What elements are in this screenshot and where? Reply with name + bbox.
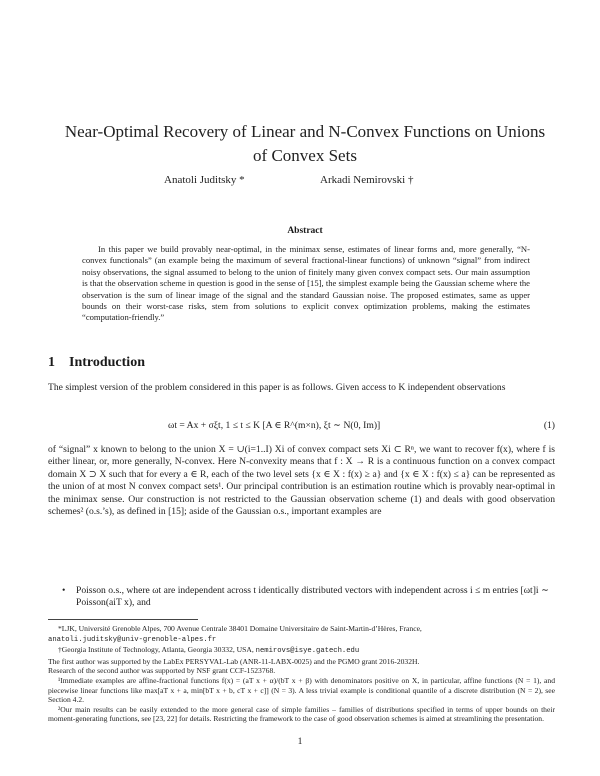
bullet-text: Poisson o.s., where ωt are independent across t identically distributed vectors with independent across i ≤ m entries [ωt]i ∼ Poisson(aiT x), and [76, 585, 549, 609]
equation-body: ωt = Ax + σξt, 1 ≤ t ≤ K [A ∈ R^(m×n), ξt ∼ N(0, Im)] [168, 420, 381, 431]
email-link-juditsky[interactable]: anatoli.juditsky@univ-grenoble-alpes.fr [48, 635, 217, 644]
arxiv-sidebar [8, 0, 38, 776]
title-line-1: Near-Optimal Recovery of Linear and N-Convex Functions on Unions [64, 122, 546, 141]
footnote-support-2: Research of the second author was supported by NSF grant CCF-1523768. [48, 666, 276, 676]
section-number: 1 [48, 355, 55, 370]
page-number: 1 [297, 736, 303, 747]
author-nemirovski: Arkadi Nemirovski † [320, 174, 414, 186]
footnote-2: ²Our main results can be easily extended to the more general case of simple families – families of distributions specified in terms of upper bounds on their moment-generating functions, see [23, 22] for details. Restricting the framework to the case of good observation schemes is aimed at streamlining the presentation. [48, 704, 555, 724]
footnote-rule [48, 619, 198, 620]
intro-paragraph-2: of “signal” x known to belong to the union X = ∪(i=1..I) Xi of convex compact sets Xi ⊂ Rⁿ, we want to recover f(x), where f is either linear, or, more generally, N-convex. Here N-convexity means that f : X → R is a continuous function on a convex compact domain X ⊃ X such that for every a ∈ R, each of the two level sets {x ∈ X : f(x) ≥ a} and {x ∈ X : f(x) ≤ a} can be represented as the union of at most N convex compact sets¹. Our principal contribution is an estimation routine which is provably near-optimal in the minimax sense. Our construction is not restricted to the Gaussian observation scheme (1) and deals with good observation schemes² (o.s.’s), as defined in [15]; aside of the Gaussian o.s., important examples are [48, 444, 555, 518]
title-line-2: of Convex Sets [253, 146, 357, 165]
abstract-text: In this paper we build provably near-optimal, in the minimax sense, estimates of linear forms and, more generally, “N-convex functionals” (an example being the maximum of several fractional-linear functions) of unknown “signal” from indirect noisy observations, the signal assumed to belong to the union of finitely many given convex compact sets. Our main assumption is that the observation scheme in question is good in the sense of [15], the simplest example being the Gaussian scheme where the observation is the sum of linear image of the signal and the standard Gaussian noise. The proposed estimates, same as upper bounds on their worst-case risks, stem from solutions to explicit convex optimization problems, making the estimates “computation-friendly.” [82, 244, 530, 323]
section-heading [48, 355, 145, 371]
abstract-body [82, 244, 530, 324]
intro-paragraph-1: The simplest version of the problem considered in this paper is as follows. Given access to K independent observations [48, 382, 506, 393]
section-title: Introduction [69, 355, 145, 370]
footnote-affiliation-2: †Georgia Institute of Technology, Atlanta, Georgia 30332, USA, [58, 645, 254, 655]
equation-number: (1) [543, 420, 555, 431]
footnotes [48, 624, 555, 724]
abstract-heading: Abstract [287, 226, 323, 236]
paper-title [40, 120, 570, 168]
author-juditsky: Anatoli Juditsky * [164, 174, 245, 186]
footnote-support-1: The first author was supported by the LabEx PERSYVAL-Lab (ANR-11-LABX-0025) and the PGMO grant 2016-2032H. [48, 656, 420, 666]
footnote-1: ¹Immediate examples are affine-fractional functions f(x) = (aT x + α)/(bT x + β) with denominators positive on X, in particular, affine functions (N = 1), and piecewise linear functions like max[aT x + a, min[bT x + b, cT x + c]] (N = 3). A less trivial example is conditional quantile of a discrete distribution (N = 2), see Section 4.2. [48, 675, 555, 705]
email-link-nemirovski[interactable]: nemirovs@isye.gatech.edu [255, 647, 360, 656]
bullet-marker: • [62, 585, 66, 596]
footnote-affiliation-1: *LJK, Université Grenoble Alpes, 700 Avenue Centrale 38401 Domaine Universitaire de Saint-Martin-d’Hères, France, [58, 624, 422, 633]
